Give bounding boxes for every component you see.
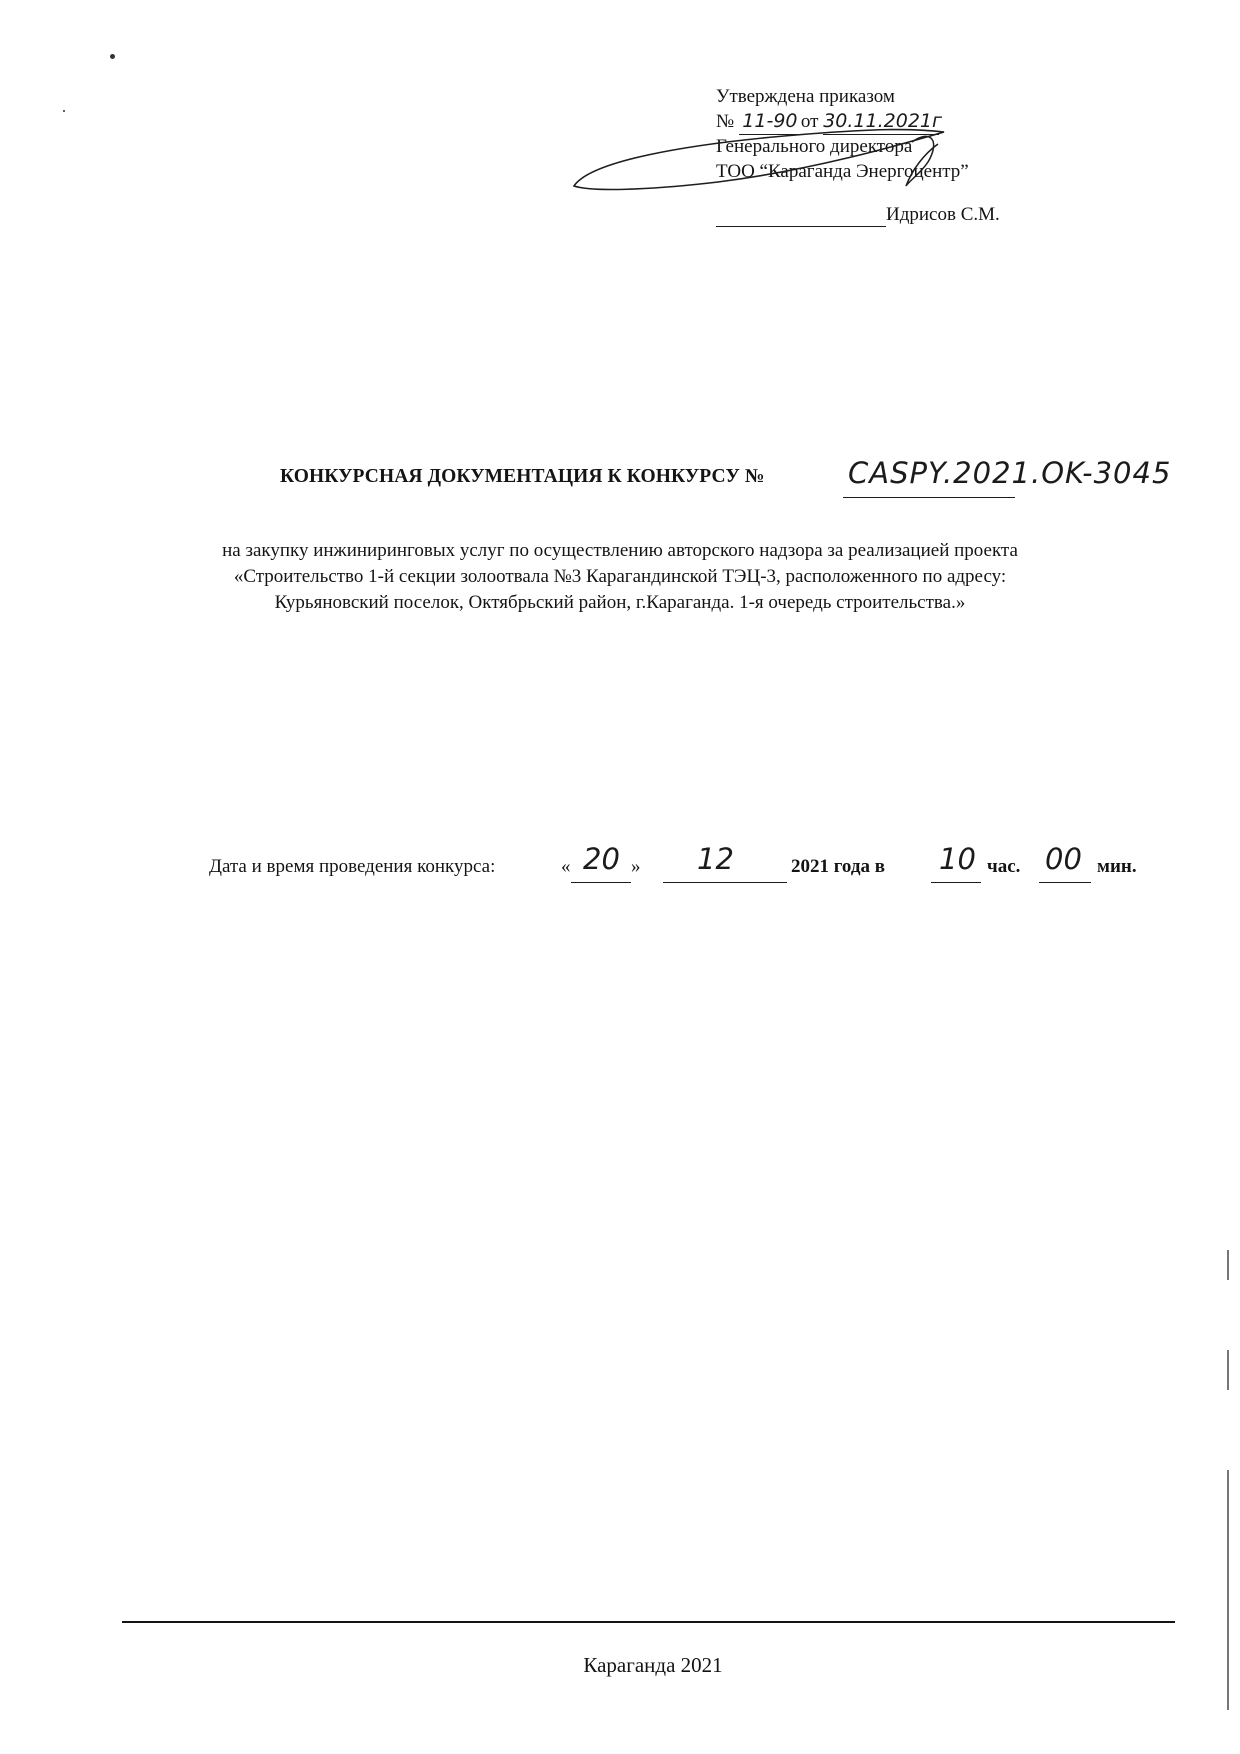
day-value: 20 — [583, 842, 620, 876]
subtitle-line: Курьяновский поселок, Октябрьский район, г.Караганда. 1-я очередь строительства.» — [274, 592, 966, 613]
signature-scribble — [560, 100, 1000, 210]
date-label: Дата и время проведения конкурса: — [209, 856, 496, 877]
subtitle-line: на закупку инжиниринговых услуг по осуществлению авторского надзора за реализацией проекта — [222, 540, 1018, 561]
order-date-value: 30.11.2021г — [823, 109, 939, 135]
year-text: 2021 года в — [791, 856, 885, 877]
document-subtitle — [100, 538, 1140, 616]
document-title: КОНКУРСНАЯ ДОКУМЕНТАЦИЯ К КОНКУРСУ № — [280, 466, 765, 487]
hour-field-line — [931, 882, 981, 883]
order-number-prefix: № — [716, 111, 735, 132]
footer-rule — [122, 1621, 1175, 1623]
approval-director-line: Генерального директора — [716, 136, 913, 157]
month-field-line — [663, 882, 787, 883]
hour-value: 10 — [939, 842, 976, 876]
scan-speck — [63, 110, 65, 112]
hour-unit: час. — [987, 856, 1021, 877]
scan-edge-mark — [1227, 1250, 1229, 1280]
scan-speck — [110, 54, 115, 59]
order-number-value: 11-90 — [739, 109, 801, 135]
approval-company-line: ТОО “Караганда Энергоцентр” — [716, 161, 969, 182]
footer-city-year: Караганда 2021 — [583, 1653, 723, 1677]
minute-unit: мин. — [1097, 856, 1137, 877]
scan-edge-mark — [1227, 1350, 1229, 1390]
month-value: 12 — [697, 842, 734, 876]
signatory-name: Идрисов С.М. — [886, 204, 1000, 225]
approval-heading: Утверждена приказом — [716, 86, 895, 107]
competition-number: CASPY.2021.OK-3045 — [848, 456, 1172, 490]
order-from-label: от — [800, 111, 819, 132]
day-field-line — [571, 882, 631, 883]
date-open-quote: « — [561, 856, 571, 877]
competition-number-underline — [843, 497, 1015, 498]
date-close-quote: » — [631, 856, 641, 877]
minute-field-line — [1039, 882, 1091, 883]
subtitle-line: «Строительство 1-й секции золоотвала №3 Карагандинской ТЭЦ-3, расположенного по адресу: — [233, 566, 1007, 587]
minute-value: 00 — [1045, 842, 1082, 876]
